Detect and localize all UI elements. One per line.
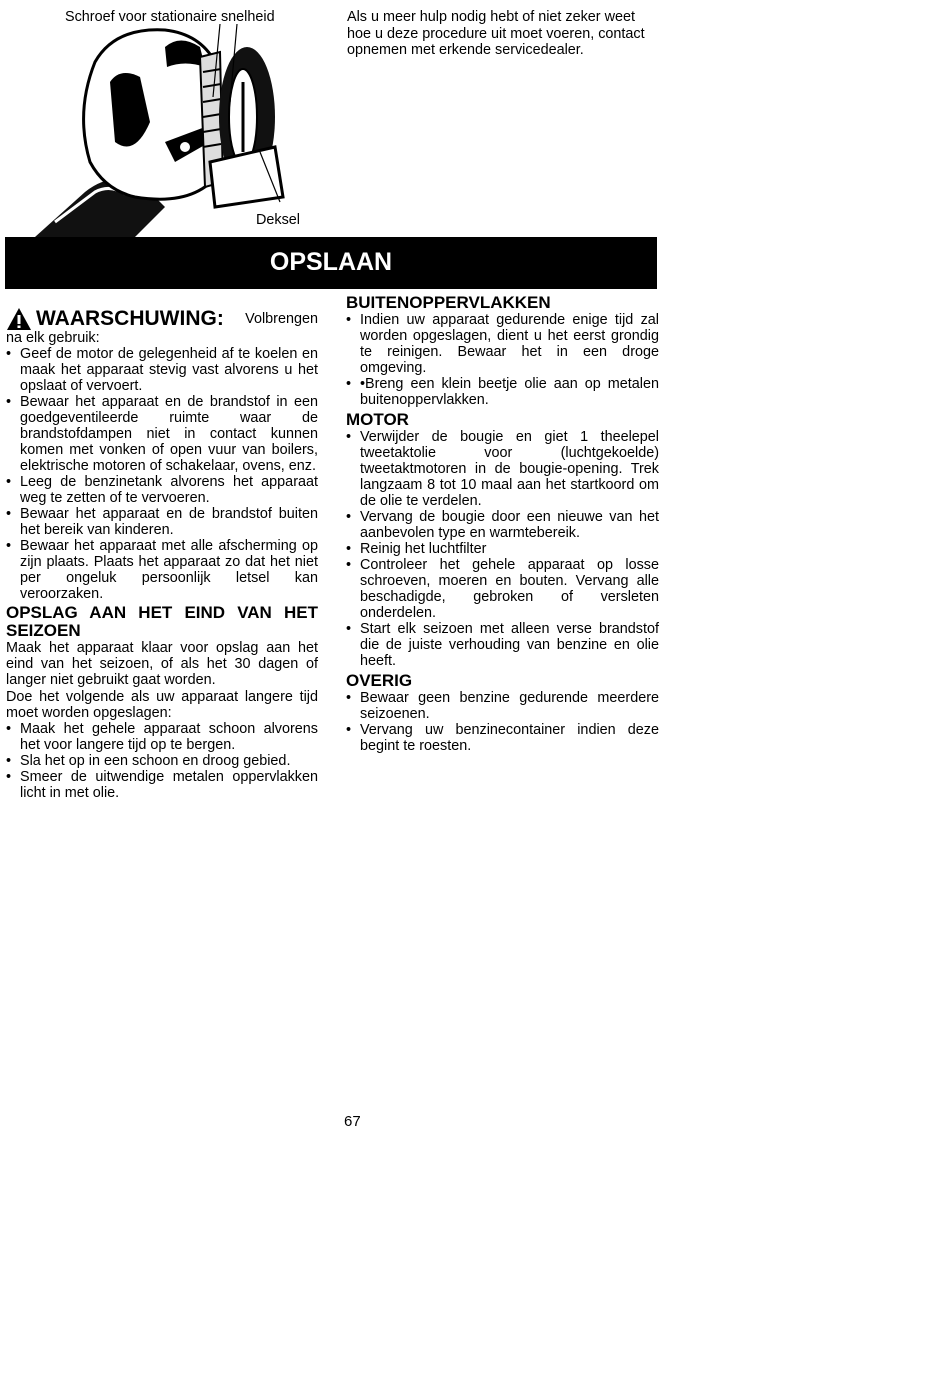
other-list — [346, 690, 659, 754]
engine-drawing — [15, 22, 315, 237]
list-item: • Controleer het gehele apparaat op losse schroeven, moeren en bouten. Vervang alle beschadigde, gebroken of versleten onderdelen. — [346, 557, 659, 621]
list-item: • Verwijder de bougie en giet 1 theelepel tweetaktolie voor (luchtgekoelde) tweetaktmotoren in de bougie-opening. Trek langzaam 8 tot 10 maal aan het startkoord om de olie te verdelen. — [346, 429, 659, 509]
list-item: • Maak het gehele apparaat schoon alvorens het voor langere tijd op te bergen. — [6, 721, 318, 753]
list-item: • Reinig het luchtfilter — [346, 541, 659, 557]
warning-lead-b: na elk gebruik: — [6, 330, 100, 346]
cover-label: Deksel — [256, 212, 300, 228]
left-column — [6, 306, 318, 801]
list-item: • Sla het op in een schoon en droog gebied. — [6, 753, 318, 769]
warning-triangle-icon — [6, 307, 32, 331]
list-item: • Smeer de uitwendige metalen oppervlakken licht in met olie. — [6, 769, 318, 801]
list-item: • Vervang de bougie door een nieuwe van het aanbevolen type en warmtebereik. — [346, 509, 659, 541]
season-heading-a: OPSLAG AAN HET EIND VAN HET — [6, 603, 318, 622]
idle-screw-label: Schroef voor stationaire snelheid — [65, 9, 275, 25]
list-item: • Vervang uw benzinecontainer indien deze begint te roesten. — [346, 722, 659, 754]
list-item: • Bewaar het apparaat en de brandstof in een goedgeventileerde ruimte waar de brandstofdampen niet in contact kunnen komen met vonken of open vuur van boilers, elektrische motoren of schakelaar, ovens, enz. — [6, 394, 318, 474]
list-item: • Leeg de benzinetank alvorens het apparaat weg te zetten of te vervoeren. — [6, 474, 318, 506]
season-paragraph-2: Doe het volgende als uw apparaat langere tijd moet worden opgeslagen: — [6, 689, 318, 721]
season-list — [6, 721, 318, 801]
help-text: Als u meer hulp nodig hebt of niet zeker weet hoe u deze procedure uit moet voeren, contact opnemen met erkende servicedealer. — [347, 9, 645, 58]
motor-list — [346, 429, 659, 669]
exterior-list — [346, 312, 659, 408]
warning-list — [6, 346, 318, 602]
list-item: • Bewaar het apparaat en de brandstof buiten het bereik van kinderen. — [6, 506, 318, 538]
list-item: • Start elk seizoen met alleen verse brandstof die de juiste verhouding van benzine en olie heeft. — [346, 621, 659, 669]
season-heading-b: SEIZOEN — [6, 621, 81, 640]
engine-illustration — [15, 22, 315, 237]
section-banner — [5, 237, 657, 289]
list-item: • Bewaar het apparaat met alle afscherming op zijn plaats. Plaats het apparaat zo dat het niet per ongeluk persoonlijk letsel kan veroorzaken. — [6, 538, 318, 602]
list-item: • Geef de motor de gelegenheid af te koelen en maak het apparaat stevig vast alvorens u het opslaat of vervoert. — [6, 346, 318, 394]
motor-heading: MOTOR — [346, 410, 409, 429]
warning-lead-a: Volbrengen — [245, 311, 318, 327]
season-paragraph-1: Maak het apparaat klaar voor opslag aan het eind van het seizoen, of als het 30 dagen of langer niet gebruikt gaat worden. — [6, 640, 318, 688]
other-heading: OVERIG — [346, 671, 413, 690]
list-item: • Indien uw apparaat gedurende enige tijd zal worden opgeslagen, dient u het eerst grondig te reinigen. Bewaar het in een droge omgeving. — [346, 312, 659, 376]
page-number: 67 — [344, 1113, 361, 1130]
warning-header — [6, 306, 318, 332]
section-title: OPSLAAN — [269, 248, 393, 276]
list-item: • •Breng een klein beetje olie aan op metalen buitenoppervlakken. — [346, 376, 659, 408]
right-column — [346, 294, 659, 754]
exterior-heading: BUITENOPPERVLAKKEN — [346, 293, 551, 312]
warning-word: WAARSCHUWING: — [36, 307, 224, 330]
list-item: • Bewaar geen benzine gedurende meerdere seizoenen. — [346, 690, 659, 722]
